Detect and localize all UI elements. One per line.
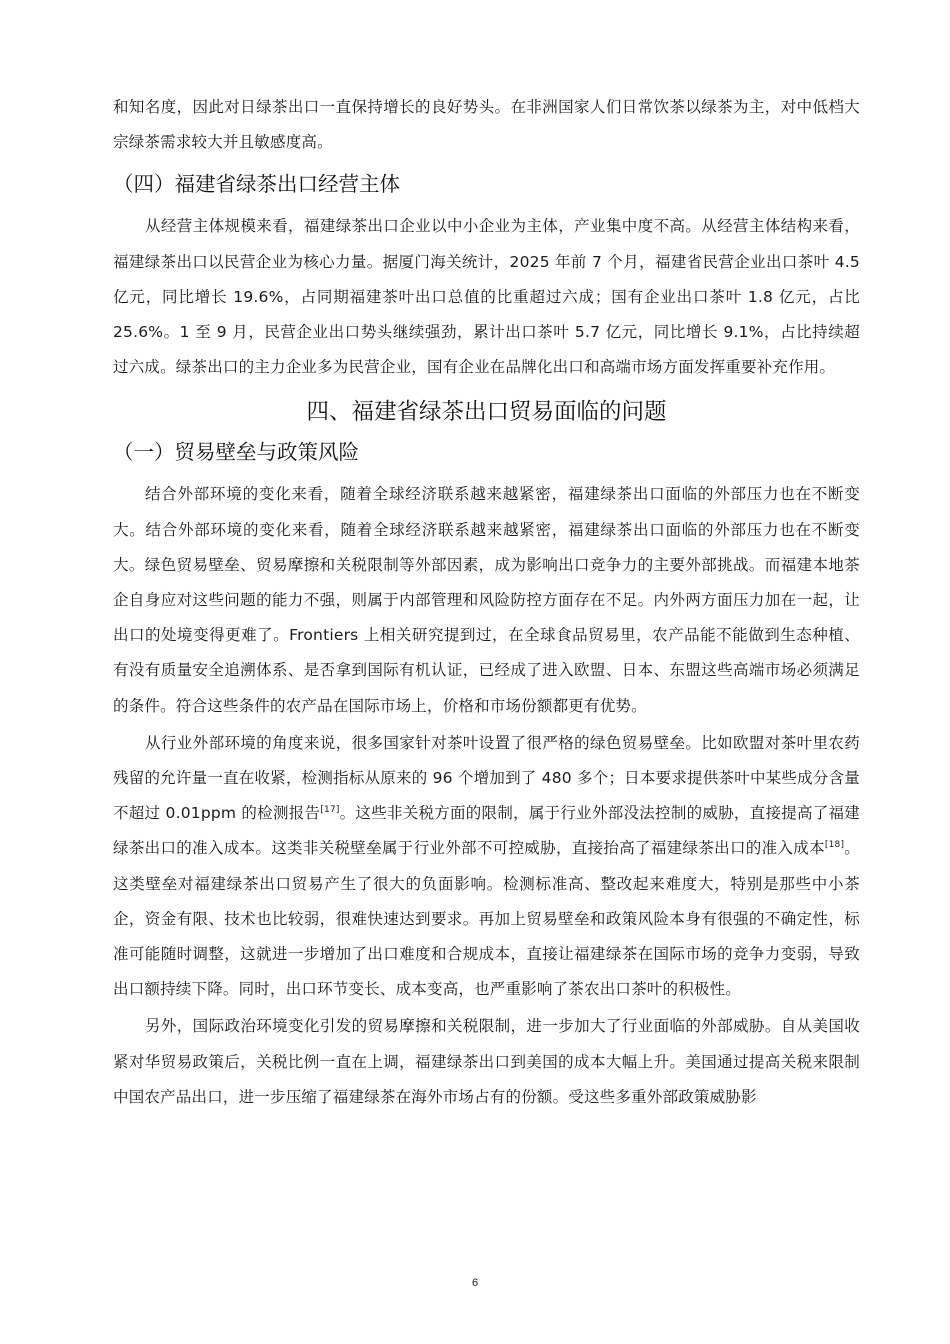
section-heading: （一）贸易壁垒与政策风险 <box>113 440 359 465</box>
body-paragraph: 另外，国际政治环境变化引发的贸易摩擦和关税限制，进一步加大了行业面临的外部威胁。自从美国收紧对华贸易政策后，关税比例一直在上调，福建绿茶出口到美国的成本大幅上升。美国通过提高关税来限制中国农产品出口，进一步压缩了福建绿茶在海外市场占有的份额。受这些多重外部政策威胁影 <box>113 1017 860 1106</box>
body-text: 。这类壁垒对福建绿茶出口贸易产生了很大的负面影响。检测标准高、整改起来难度大，特别是那些中小茶企，资金有限、技术也比较弱，很难快速达到要求。再加上贸易壁垒和政策风险本身有很强的不确定性，标准可能随时调整，这就进一步增加了出口难度和合规成本，直接让福建绿茶在国际市场的竞争力变弱，导致出口额持续下降。同时，出口环节变长、成本变高，也严重影响了茶农出口茶叶的积极性。 <box>113 839 860 999</box>
body-text: 从行业外部环境的角度来说，很多国家针对茶叶设置了很严格的绿色贸易壁垒。比如欧盟对茶叶里农药残留的允许量一直在收紧，检测指标从原来的 96 个增加到了 480 多个；日本要求提供茶叶中某些成分含量不超过 0.01ppm 的检测报告 <box>113 733 860 823</box>
citation-ref: [17] <box>320 805 340 816</box>
page-number: 6 <box>471 1277 479 1289</box>
citation-ref: [18] <box>824 840 845 851</box>
body-paragraph <box>113 726 860 1008</box>
body-paragraph: 从经营主体规模来看，福建绿茶出口企业以中小企业为主体，产业集中度不高。从经营主体结构来看，福建绿茶出口以民营企业为核心力量。据厦门海关统计，2025 年前 7 个月，福建省民营企业出口茶叶 4.5 亿元，同比增长 19.6%，占同期福建茶叶出口总值的比重超过六成；国有企业出口茶叶 1.8 亿元，占比 25.6%。1 至 9 月，民营企业出口势头继续强劲，累计出口茶叶 5.7 亿元，同比增长 9.1%，占比持续超过六成。绿茶出口的主力企业多为民营企业，国有企业在品牌化出口和高端市场方面发挥重要补充作用。 <box>113 217 860 377</box>
body-text: 。这些非关税方面的限制，属于行业外部没法控制的威胁，直接提高了福建绿茶出口的准入成本。这类非关税壁垒属于行业外部不可控威胁，直接抬高了福建绿茶出口的准入成本 <box>113 804 860 858</box>
body-paragraph: 和知名度，因此对日绿茶出口一直保持增长的良好势头。在非洲国家人们日常饮茶以绿茶为主，对中低档大宗绿茶需求较大并且敏感度高。 <box>113 98 860 152</box>
body-paragraph: 结合外部环境的变化来看，随着全球经济联系越来越紧密，福建绿茶出口面临的外部压力也在不断变大。结合外部环境的变化来看，随着全球经济联系越来越紧密，福建绿茶出口面临的外部压力也在不断变大。绿色贸易壁垒、贸易摩擦和关税限制等外部因素，成为影响出口竞争力的主要外部挑战。而福建本地茶企自身应对这些问题的能力不强，则属于内部管理和风险防控方面存在不足。内外两方面压力加在一起，让出口的处境变得更难了。Frontiers 上相关研究提到过，在全球食品贸易里，农产品能不能做到生态种植、有没有质量安全追溯体系、是否拿到国际有机认证，已经成了进入欧盟、日本、东盟这些高端市场必须满足的条件。符合这些条件的农产品在国际市场上，价格和市场份额都更有优势。 <box>113 485 860 715</box>
chapter-heading: 四、福建省绿茶出口贸易面临的问题 <box>306 399 667 426</box>
page-content <box>113 90 860 1115</box>
section-heading: （四）福建省绿茶出口经营主体 <box>113 172 400 197</box>
